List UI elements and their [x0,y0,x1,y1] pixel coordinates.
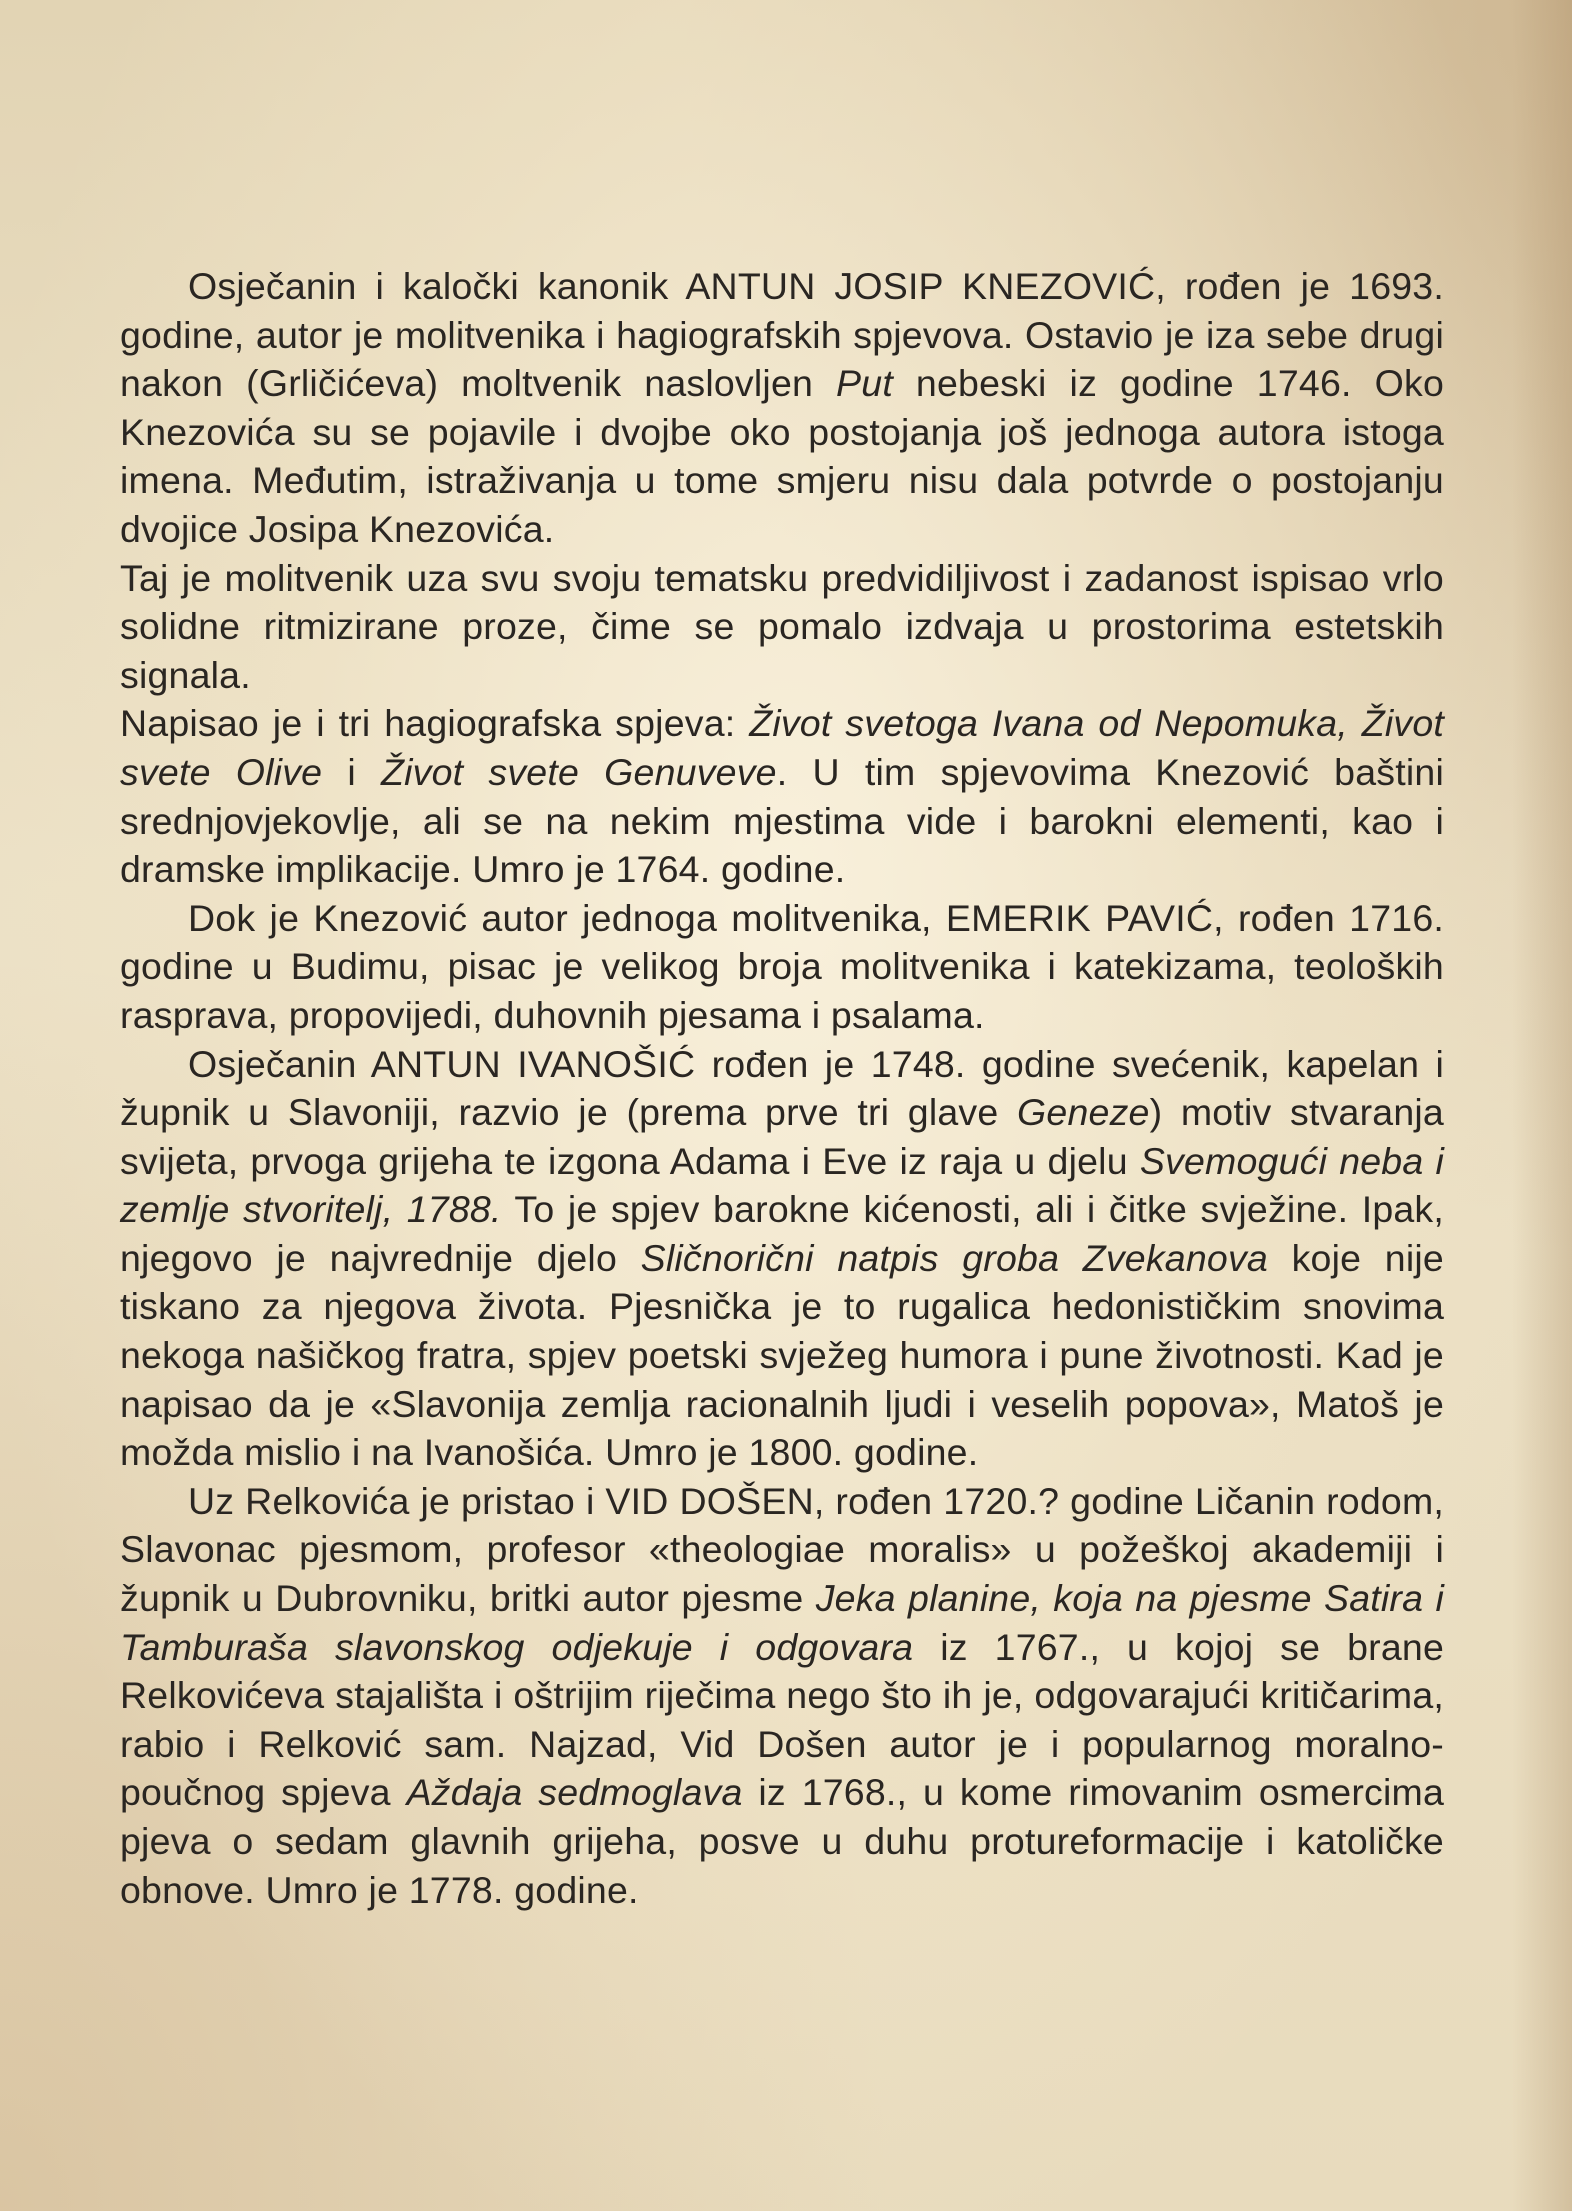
text-run-italic: Život svete Genuveve [381,750,777,793]
body-text [120,262,1444,1914]
text-run: nebeski iz godine 1746. Oko Knezovića su se pojavile i dvojbe oko postojanja još jednoga autora istoga imena. Međutim, istraživanja u tome smjeru nisu dala potvrde o postojanju dvojice Josipa Knezovića. [120,362,1444,550]
text-run: To je spjev barokne kićenosti, ali i čitke svježine. Ipak, njegovo je najvrednije djelo [120,1188,1444,1279]
paragraph-pavic [120,894,1444,1040]
text-run: ) motiv stvaranja svijeta, prvoga grijeha te izgona Adama i Eve iz raja u djelu [120,1091,1444,1182]
text-run: Osječanin ANTUN IVANOŠIĆ rođen je 1748. godine svećenik, kapelan i župnik u Slavoniji, razvio je (prema prve tri glave [120,1042,1444,1134]
text-run-italic: Život svetoga Ivana od Nepomuka, Život svete Olive [120,702,1445,793]
text-run: iz 1768., u kome rimovanim osmercima pjeva o sedam glavnih grijeha, posve u duhu protureformacije i katoličke obnove. Umro je 1778. godine. [120,1771,1445,1911]
text-run-italic: Aždaja sedmoglava [406,1771,743,1814]
text-run: Dok je Knezović autor jednoga molitvenika, EMERIK PAVIĆ, rođen 1716. godine u Budimu, pisac je velikog broja molitvenika i katekizama, teoloških rasprava, propovijedi, duhovnih pjesama i psalama. [120,896,1444,1036]
text-run: iz 1767., u kojoj se brane Relkovićeva stajališta i oštrijim riječima nego što ih je, odgovarajući kritičarima, rabio i Relković sam. Najzad, Vid Došen autor je i popularnog moralno-poučnog spjeva [120,1625,1445,1814]
paragraph-dosen [120,1477,1444,1914]
text-run: i [322,750,381,793]
text-run-italic: Geneze [1017,1091,1150,1134]
text-run: Taj je molitvenik uza svu svoju tematsku predvidiljivost i zadanost ispisao vrlo solidne ritmizirane proze, čime se pomalo izdvaja u prostorima estetskih signala. [120,556,1444,696]
text-run: . U tim spjevovima Knezović baštini srednjovjekovlje, ali se na nekim mjestima vide i barokni elementi, kao i dramske implikacije. Umro je 1764. godine. [120,750,1444,891]
paragraph-ivanosic [120,1040,1444,1477]
text-run-italic: Jeka planine, koja na pjesme Satira i Tamburaša slavonskog odjekuje i odgovara [120,1577,1444,1668]
text-run-italic: Sličnorični natpis groba Zvekanova [640,1236,1268,1279]
text-run: Osječanin i kaločki kanonik ANTUN JOSIP KNEZOVIĆ, rođen je 1693. godine, autor je molitvenika i hagiografskih spjevova. Ostavio je iza sebe drugi nakon (Grličićeva) moltvenik naslovljen [120,265,1444,405]
paragraph-hagiografski-spjevovi [120,699,1444,893]
paragraph-knezovic [120,262,1444,554]
page-edge-shadow [1512,0,1572,2211]
paragraph-molitvenik [120,554,1444,700]
text-run: Uz Relkovića je pristao i VID DOŠEN, rođen 1720.? godine Ličanin rodom, Slavonac pjesmom, profesor «theologiae moralis» u požeškoj akademiji i župnik u Dubrovniku, britki autor pjesme [120,1479,1444,1620]
text-run: koje nije tiskano za njegova života. Pjesnička je to rugalica hedonističkim snovima nekoga našičkog fratra, spjev poetski svježeg humora i pune životnosti. Kad je napisao da je «Slavonija zemlja racionalnih ljudi i veselih popova», Matoš je možda mislio i na Ivanošića. Umro je 1800. godine. [120,1236,1444,1474]
text-run-italic: Put [836,362,893,405]
text-run-italic: Svemogući neba i zemlje stvoritelj, 1788. [120,1139,1445,1231]
text-run: Napisao je i tri hagiografska spjeva: [120,702,750,745]
